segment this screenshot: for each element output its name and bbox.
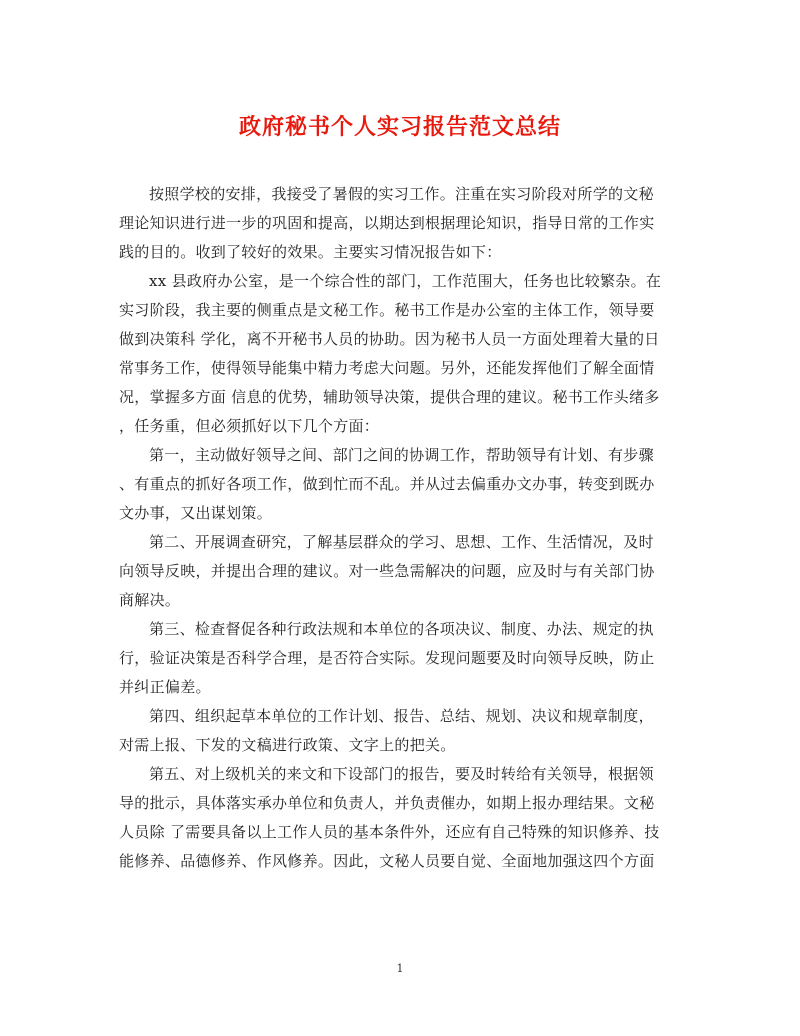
paragraph-line: 能修养、品德修养、作风修养。因此，文秘人员要自觉、全面地加强这四个方面	[119, 852, 655, 870]
paragraph-line: 、有重点的抓好各项工作，做到忙而不乱。并从过去偏重办文办事，转变到既办	[119, 475, 655, 493]
paragraph-line: 人员除 了需要具备以上工作人员的基本条件外，还应有自己特殊的知识修养、技	[119, 823, 660, 841]
paragraph	[119, 267, 681, 441]
paragraph-line: 按照学校的安排，我接受了暑假的实习工作。注重在实习阶段对所学的文秘	[149, 185, 654, 203]
paragraph-line: 并纠正偏差。	[119, 678, 211, 696]
paragraph-line: 第一，主动做好领导之间、部门之间的协调工作，帮助领导有计划、有步骤	[149, 446, 654, 464]
paragraph-line: 践的目的。收到了较好的效果。主要实习情况报告如下：	[119, 243, 502, 261]
document-title: 政府秘书个人实习报告范文总结	[238, 114, 561, 140]
paragraph-line: 第五、对上级机关的来文和下设部门的报告，要及时转给有关领导，根据领	[149, 765, 654, 783]
paragraph-line: 况，掌握多方面 信息的优势，辅助领导决策，提供合理的建议。秘书工作头绪多	[119, 388, 660, 406]
paragraph-line: 常事务工作，使得领导能集中精力考虑大问题。另外，还能发挥他们了解全面情	[119, 359, 655, 377]
paragraph-line: 商解决。	[119, 591, 181, 609]
paragraph-line: 行，验证决策是否科学合理，是否符合实际。发现问题要及时向领导反映，防止	[119, 649, 655, 667]
paragraph-line: 实习阶段，我主要的侧重点是文秘工作。秘书工作是办公室的主体工作，领导要	[119, 301, 655, 319]
paragraph	[119, 702, 681, 760]
paragraph-line: 第二、开展调查研究，了解基层群众的学习、思想、工作、生活情况，及时	[149, 533, 654, 551]
document-body	[119, 180, 681, 876]
paragraph-line: 理论知识进行进一步的巩固和提高，以期达到根据理论知识，指导日常的工作实	[119, 214, 655, 232]
paragraph-line: 对需上报、下发的文稿进行政策、文字上的把关。	[119, 736, 456, 754]
paragraph	[119, 528, 681, 615]
paragraph-line: ，任务重，但必须抓好以下几个方面：	[119, 417, 380, 435]
paragraph-line: 向领导反映，并提出合理的建议。对一些急需解决的问题，应及时与有关部门协	[119, 562, 655, 580]
paragraph	[119, 180, 681, 267]
page-number: 1	[396, 962, 404, 975]
paragraph-line: 文办事，又出谋划策。	[119, 504, 273, 522]
paragraph	[119, 441, 681, 528]
paragraph-line: 做到决策科 学化，离不开秘书人员的协助。因为秘书人员一方面处理着大量的日	[119, 330, 660, 348]
paragraph-line: 第三、检查督促各种行政法规和本单位的各项决议、制度、办法、规定的执	[149, 620, 654, 638]
paragraph	[119, 615, 681, 702]
paragraph-line: 第四、组织起草本单位的工作计划、报告、总结、规划、决议和规章制度，	[149, 707, 654, 725]
paragraph-line: 导的批示，具体落实承办单位和负责人，并负责催办，如期上报办理结果。文秘	[119, 794, 655, 812]
paragraph	[119, 760, 681, 876]
paragraph-line: xx 县政府办公室，是一个综合性的部门，工作范围大，任务也比较繁杂。在	[149, 272, 662, 290]
